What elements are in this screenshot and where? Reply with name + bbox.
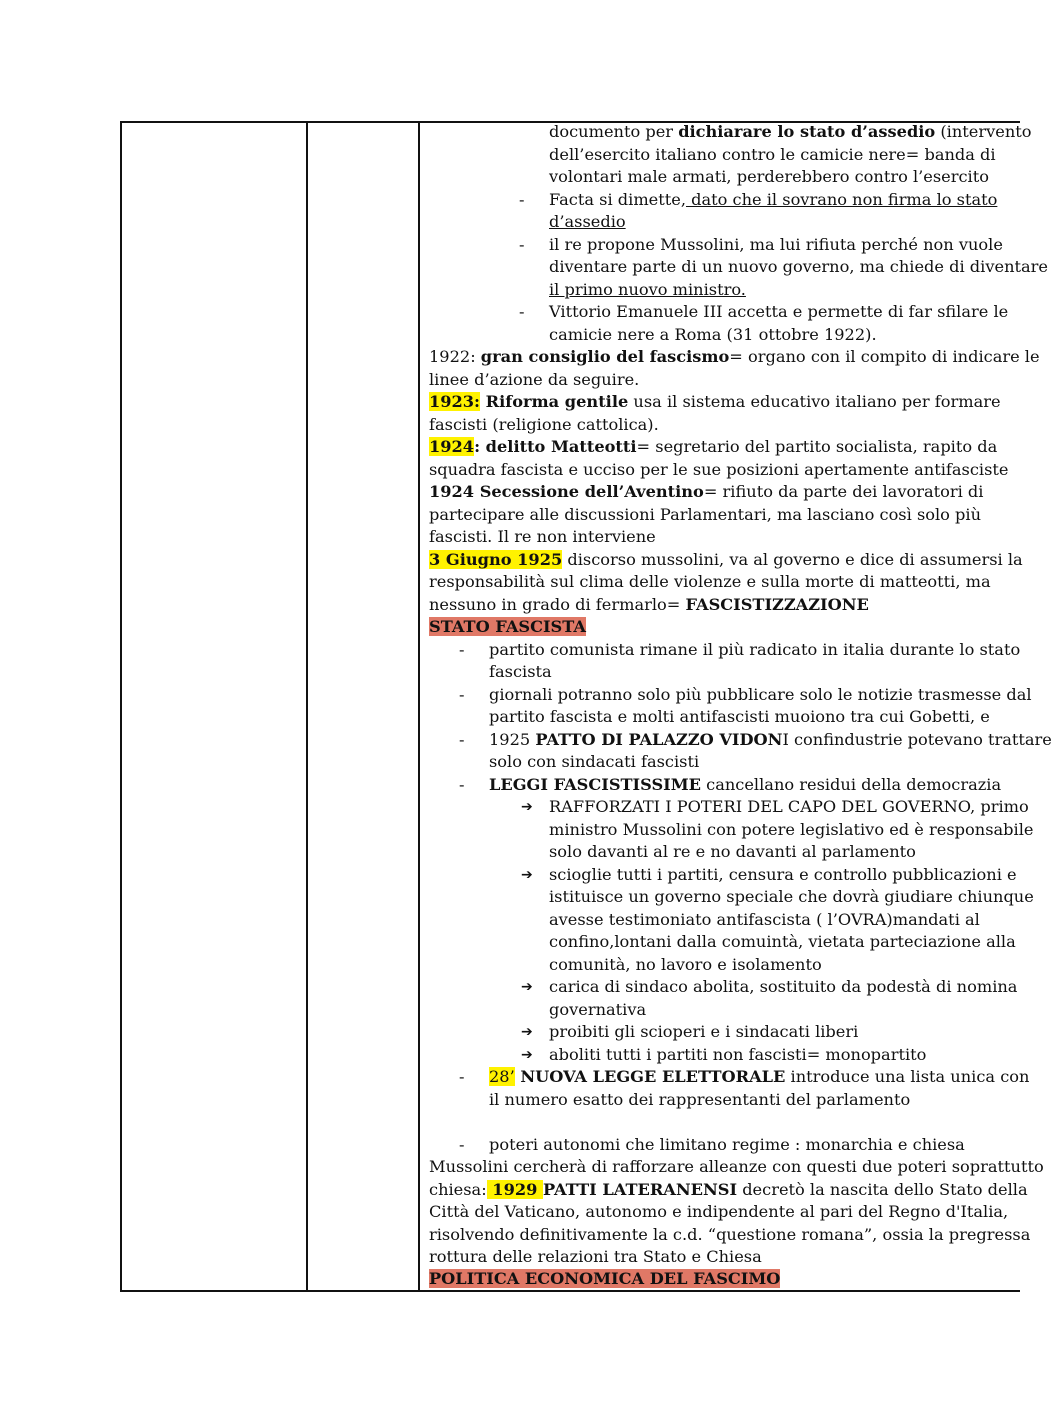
text-line: scioglie tutti i partiti, censura e controllo pubblicazioni e xyxy=(549,864,1017,884)
text-line: volontari male armati, perderebbero contro l’esercito xyxy=(549,167,989,186)
text-line: partito comunista rimane il più radicato in italia durante lo stato xyxy=(489,639,1021,659)
text-line: proibiti gli scioperi e i sindacati liberi xyxy=(549,1022,859,1041)
arrow-bullet-icon: ➔ xyxy=(521,1046,533,1063)
text-line: governativa xyxy=(549,999,647,1019)
table-column-1 xyxy=(122,123,308,1290)
text-line: 3 Giugno 1925 discorso mussolini, va al governo e dice di assumersi la xyxy=(429,549,1023,569)
dash-bullet: - xyxy=(459,1067,465,1086)
table-column-2 xyxy=(308,123,420,1290)
dash-bullet: - xyxy=(459,684,465,704)
text-line: 1923: Riforma gentile usa il sistema educativo italiano per formare xyxy=(429,392,1001,411)
text-line: carica di sindaco abolita, sostituito da podestà di nomina xyxy=(549,977,1018,996)
text-line: fascista xyxy=(489,662,552,681)
text-line: il re propone Mussolini, ma lui rifiuta perché non vuole xyxy=(549,234,1003,254)
text-line: linee d’azione da seguire. xyxy=(429,369,640,389)
text-line: chiesa: 1929 PATTI LATERANENSI decretò la nascita dello Stato della xyxy=(429,1179,1028,1199)
text-line: il numero esatto dei rappresentanti del parlamento xyxy=(489,1089,911,1109)
text-line: ministro Mussolini con potere legislativo ed è responsabile xyxy=(549,819,1034,839)
dash-bullet: - xyxy=(459,729,465,749)
text-line: solo con sindacati fascisti xyxy=(489,752,700,771)
text-line: risolvendo definitivamente la c.d. “questione romana”, ossia la pregressa xyxy=(429,1224,1031,1244)
arrow-bullet-icon: ➔ xyxy=(521,1024,533,1040)
text-line: avesse testimoniato antifascista ( l’OVRA)mandati al xyxy=(549,909,980,929)
text-line: Città del Vaticano, autonomo e indipendente al pari del Regno d'Italia, xyxy=(429,1202,1009,1221)
arrow-bullet-icon: ➔ xyxy=(521,866,533,883)
dash-bullet: - xyxy=(459,774,465,794)
text-line: d’assedio xyxy=(549,212,626,231)
text-line: Facta si dimette, dato che il sovrano non firma lo stato xyxy=(549,189,998,209)
text-line: giornali potranno solo più pubblicare solo le notizie trasmesse dal xyxy=(489,684,1032,704)
arrow-bullet-icon: ➔ xyxy=(521,799,533,815)
text-line: 1924 Secessione dell’Aventino= rifiuto da parte dei lavoratori di xyxy=(429,482,984,501)
text-line: documento per dichiarare lo stato d’assedio (intervento xyxy=(549,122,1032,141)
text-line: RAFFORZATI I POTERI DEL CAPO DEL GOVERNO, primo xyxy=(549,797,1029,816)
dash-bullet: - xyxy=(519,302,525,321)
text-line: fascisti (religione cattolica). xyxy=(429,414,659,434)
dash-bullet: - xyxy=(459,1134,465,1154)
text-line: fascisti. Il re non interviene xyxy=(429,527,656,546)
section-heading: STATO FASCISTA xyxy=(429,617,586,636)
dash-bullet: - xyxy=(519,189,525,209)
text-line: 1922: gran consiglio del fascismo= organo con il compito di indicare le xyxy=(429,347,1040,366)
text-line: comunità, no lavoro e isolamento xyxy=(549,954,822,974)
text-line: istituisce un governo speciale che dovrà giudiare chiunque xyxy=(549,887,1034,906)
arrow-bullet-icon: ➔ xyxy=(521,979,533,995)
section-heading: POLITICA ECONOMICA DEL FASCIMO xyxy=(429,1269,781,1288)
text-line: poteri autonomi che limitano regime : monarchia e chiesa xyxy=(489,1134,965,1154)
text-line: rottura delle relazioni tra Stato e Chiesa xyxy=(429,1247,762,1266)
text-line: 1925 PATTO DI PALAZZO VIDONI confindustrie potevano trattare xyxy=(489,729,1052,749)
text-line: Vittorio Emanuele III accetta e permette di far sfilare le xyxy=(549,302,1009,321)
text-line: LEGGI FASCISTISSIME cancellano residui della democrazia xyxy=(489,774,1002,794)
text-line: camicie nere a Roma (31 ottobre 1922). xyxy=(549,324,877,344)
text-line: 28’ NUOVA LEGGE ELETTORALE introduce una lista unica con xyxy=(489,1067,1030,1086)
text-line: solo davanti al re e no davanti al parlamento xyxy=(549,842,916,861)
text-line: dell’esercito italiano contro le camicie nere= banda di xyxy=(549,144,996,164)
text-line: partito fascista e molti antifascisti muoiono tra cui Gobetti, e xyxy=(489,707,990,726)
dash-bullet: - xyxy=(459,639,465,659)
text-line: responsabilità sul clima delle violenze e sulla morte di matteotti, ma xyxy=(429,572,991,591)
text-line: 1924: delitto Matteotti= segretario del partito socialista, rapito da xyxy=(429,437,998,456)
text-line: Mussolini cercherà di rafforzare alleanze con questi due poteri soprattutto xyxy=(429,1157,1044,1176)
text-line: aboliti tutti i partiti non fascisti= monopartito xyxy=(549,1044,927,1064)
text-line: il primo nuovo ministro. xyxy=(549,279,746,299)
text-line: diventare parte di un nuovo governo, ma chiede di diventare xyxy=(549,257,1048,276)
text-line: partecipare alle discussioni Parlamentari, ma lasciano così solo più xyxy=(429,504,982,524)
text-line: nessuno in grado di fermarlo= FASCISTIZZAZIONE xyxy=(429,594,869,614)
text-line: squadra fascista e ucciso per le sue posizioni apertamente antifasciste xyxy=(429,459,1009,479)
text-line: confino,lontani dalla comuintà, vietata parteciazione alla xyxy=(549,932,1016,951)
dash-bullet: - xyxy=(519,234,525,254)
